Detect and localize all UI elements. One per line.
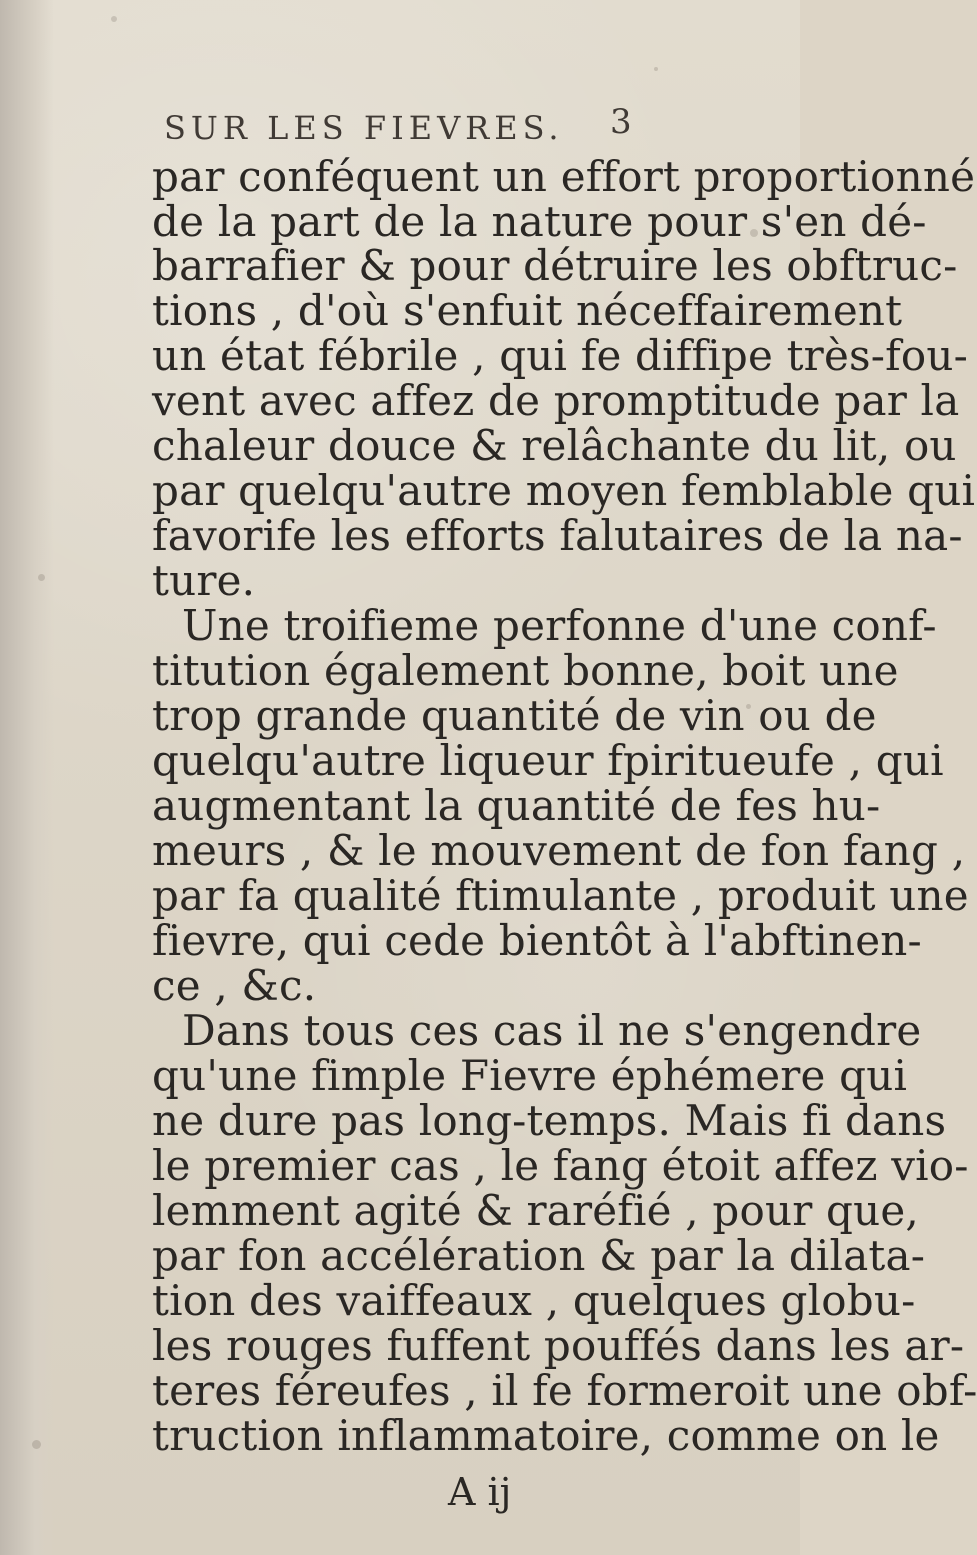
text-line: qu'une fimple Fievre éphémere qui — [152, 1051, 908, 1100]
text-line: quelqu'autre liqueur fpiritueufe , qui — [152, 736, 944, 785]
paper-speck — [38, 574, 45, 581]
page-gutter — [0, 0, 54, 1555]
text-line: les rouges fuffent pouffés dans les ar- — [152, 1321, 965, 1370]
paper-speck — [32, 1440, 41, 1449]
header-marker: 3 — [610, 102, 632, 142]
text-line: par fon accélération & par la dilata- — [152, 1231, 926, 1280]
text-line: ture. — [152, 556, 256, 605]
text-line: favorife les efforts falutaires de la na- — [152, 511, 963, 560]
text-line: Dans tous ces cas il ne s'engendre — [182, 1006, 922, 1055]
text-line: chaleur douce & relâchante du lit, ou — [152, 421, 957, 470]
text-line: ce , &c. — [152, 961, 317, 1010]
text-line: barrafier & pour détruire les obftruc- — [152, 241, 958, 290]
text-line: un état fébrile , qui fe diffipe très-fou- — [152, 331, 969, 380]
text-line: meurs , & le mouvement de fon fang , — [152, 826, 966, 875]
text-line: de la part de la nature pour s'en dé- — [152, 197, 927, 246]
text-line: par fa qualité ftimulante , produit une — [152, 871, 969, 920]
text-line: Une troifieme perfonne d'une conf- — [182, 601, 937, 650]
page-signature: A ij — [448, 1470, 512, 1514]
text-line: lemment agité & raréfié , pour que, — [152, 1186, 919, 1235]
text-line: ne dure pas long-temps. Mais fi dans — [152, 1096, 947, 1145]
text-line: titution également bonne, boit une — [152, 646, 899, 695]
paper-speck — [654, 67, 658, 71]
text-line: tion des vaiffeaux , quelques globu- — [152, 1276, 916, 1325]
paper-speck — [111, 16, 117, 22]
running-title: SUR LES FIEVRES. — [164, 109, 564, 147]
text-line: le premier cas , le fang étoit affez vio- — [152, 1141, 969, 1190]
text-line: fievre, qui cede bientôt à l'abftinen- — [152, 916, 922, 965]
text-line: vent avec affez de promptitude par la — [152, 376, 960, 425]
text-line: teres féreufes , il fe formeroit une obf- — [152, 1366, 977, 1415]
text-line: augmentant la quantité de fes hu- — [152, 781, 881, 830]
text-line: tions , d'où s'enfuit néceffairement — [152, 286, 903, 335]
text-line: par quelqu'autre moyen femblable qui — [152, 466, 976, 515]
text-line: truction inflammatoire, comme on le — [152, 1411, 940, 1460]
text-line: par conféquent un effort proportionné — [152, 152, 976, 201]
text-line: trop grande quantité de vin ou de — [152, 691, 877, 740]
